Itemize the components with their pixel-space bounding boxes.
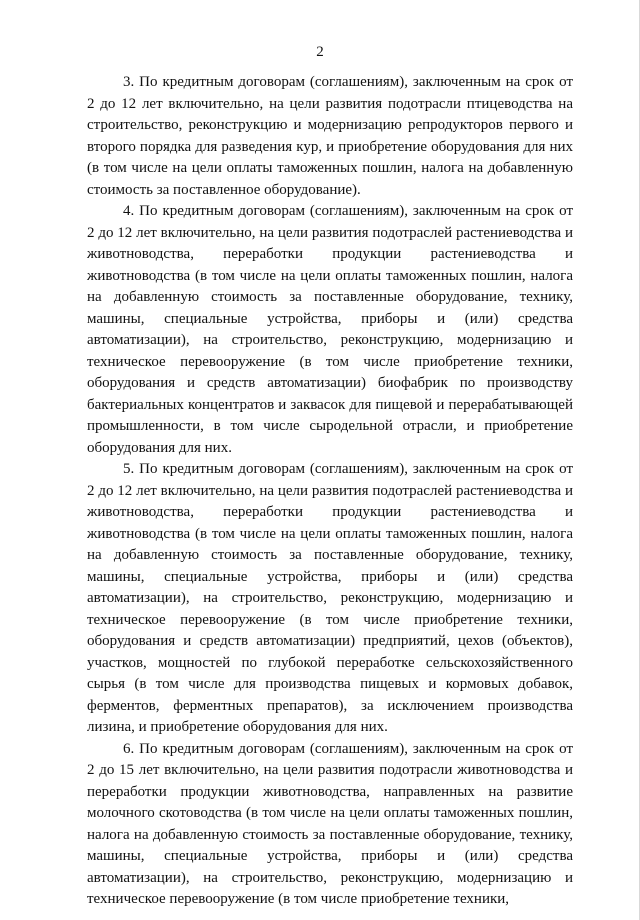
paragraph-6: 6. По кредитным договорам (соглашениям), заключенным на срок от 2 до 15 лет включительно, на цели развития подотрасли животноводства и переработки продукции животноводства, направленных на развитие молочного скотоводства (в том числе на цели оплаты таможенных пошлин, налога на добавленную стоимость за поставленные оборудование, технику, машины, специальные устройства, приборы и (или) средства автоматизации), на строительство, реконструкцию, модернизацию и техническое перевооружение (в том числе приобретение техники, — [87, 740, 573, 907]
document-body — [87, 72, 573, 911]
paragraph-4: 4. По кредитным договорам (соглашениям), заключенным на срок от 2 до 12 лет включительно, на цели развития подотраслей растениеводства и животноводства, переработки продукции растениеводства и животноводства (в том числе на цели оплаты таможенных пошлин, налога на добавленную стоимость за поставленные оборудование, технику, машины, специальные устройства, приборы и (или) средства автоматизации), на строительство, реконструкцию, модернизацию и техническое перевооружение (в том числе приобретение техники, оборудования и средств автоматизации) биофабрик по производству бактериальных концентратов и заквасок для пищевой и перерабатывающей промышленности, в том числе сыродельной отрасли, и приобретение оборудования для них. — [87, 203, 573, 456]
paragraph-5: 5. По кредитным договорам (соглашениям), заключенным на срок от 2 до 12 лет включительно, на цели развития подотраслей растениеводства и животноводства, переработки продукции растениеводства и животноводства (в том числе на цели оплаты таможенных пошлин, налога на добавленную стоимость за поставленные оборудование, технику, машины, специальные устройства, приборы и (или) средства автоматизации), на строительство, реконструкцию, модернизацию и техническое перевооружение (в том числе приобретение техники, оборудования и средств автоматизации) предприятий, цехов (объектов), участков, мощностей по глубокой переработке сельскохозяйственного сырья (в том числе для производства пищевых и кормовых добавок, ферментов, ферментных препаратов), за исключением производства лизина, и приобретение оборудования для них. — [87, 461, 573, 735]
page-number: 2 — [316, 44, 324, 60]
paragraph-3: 3. По кредитным договорам (соглашениям), заключенным на срок от 2 до 12 лет включительно, на цели развития подотрасли птицеводства на строительство, реконструкцию и модернизацию репродукторов первого и второго порядка для разведения кур, и приобретение оборудования для них (в том числе на цели оплаты таможенных пошлин, налога на добавленную стоимость за поставленное оборудование). — [87, 74, 573, 198]
